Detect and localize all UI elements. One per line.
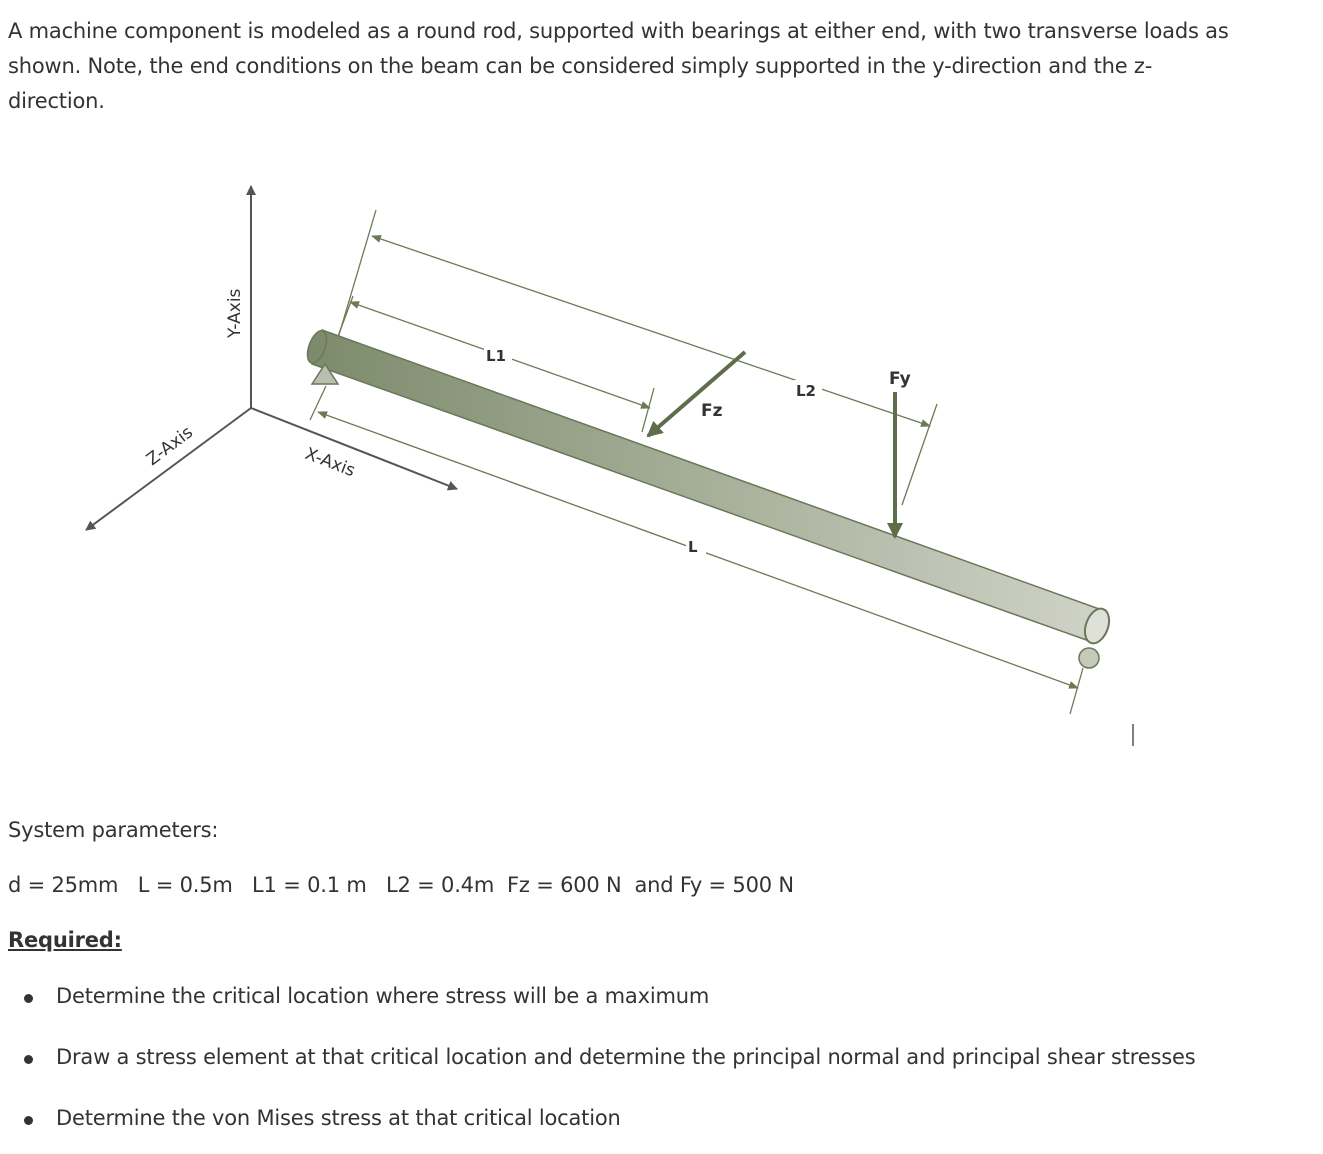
fy-label: Fy — [889, 369, 911, 389]
z-axis-label: Z-Axis — [142, 422, 197, 470]
right-bearing-support — [1079, 648, 1099, 668]
params-heading: System parameters: — [8, 818, 219, 842]
x-axis-label: X-Axis — [302, 443, 358, 482]
dimension-lines — [310, 210, 1083, 714]
required-item-3: Determine the von Mises stress at that critical location — [56, 1106, 621, 1130]
fz-arrow — [648, 352, 745, 436]
z-axis-line — [86, 408, 251, 530]
y-axis-label: Y-Axis — [225, 288, 245, 338]
l-label: L — [688, 538, 698, 556]
bullet-2 — [24, 1055, 33, 1064]
l1-label: L1 — [486, 347, 506, 365]
required-item-1: Determine the critical location where stress will be a maximum — [56, 984, 710, 1008]
bullet-3 — [24, 1116, 33, 1125]
x-axis-line — [251, 408, 457, 489]
l2-label: L2 — [796, 382, 816, 400]
params-values: d = 25mm L = 0.5m L1 = 0.1 m L2 = 0.4m Fz = 600 N and Fy = 500 N — [8, 873, 794, 897]
bullet-1 — [24, 994, 33, 1003]
required-heading: Required: — [8, 928, 122, 952]
rod-diagram — [0, 150, 1323, 800]
required-item-2: Draw a stress element at that critical location and determine the principal normal and principal shear stresses — [56, 1045, 1196, 1069]
fz-label: Fz — [701, 401, 723, 421]
rod — [304, 328, 1114, 646]
problem-intro: A machine component is modeled as a round rod, supported with bearings at either end, with two transverse loads as shown. Note, the end conditions on the beam can be considered simply supported in the y-direction and the z-direction. — [8, 19, 1229, 113]
